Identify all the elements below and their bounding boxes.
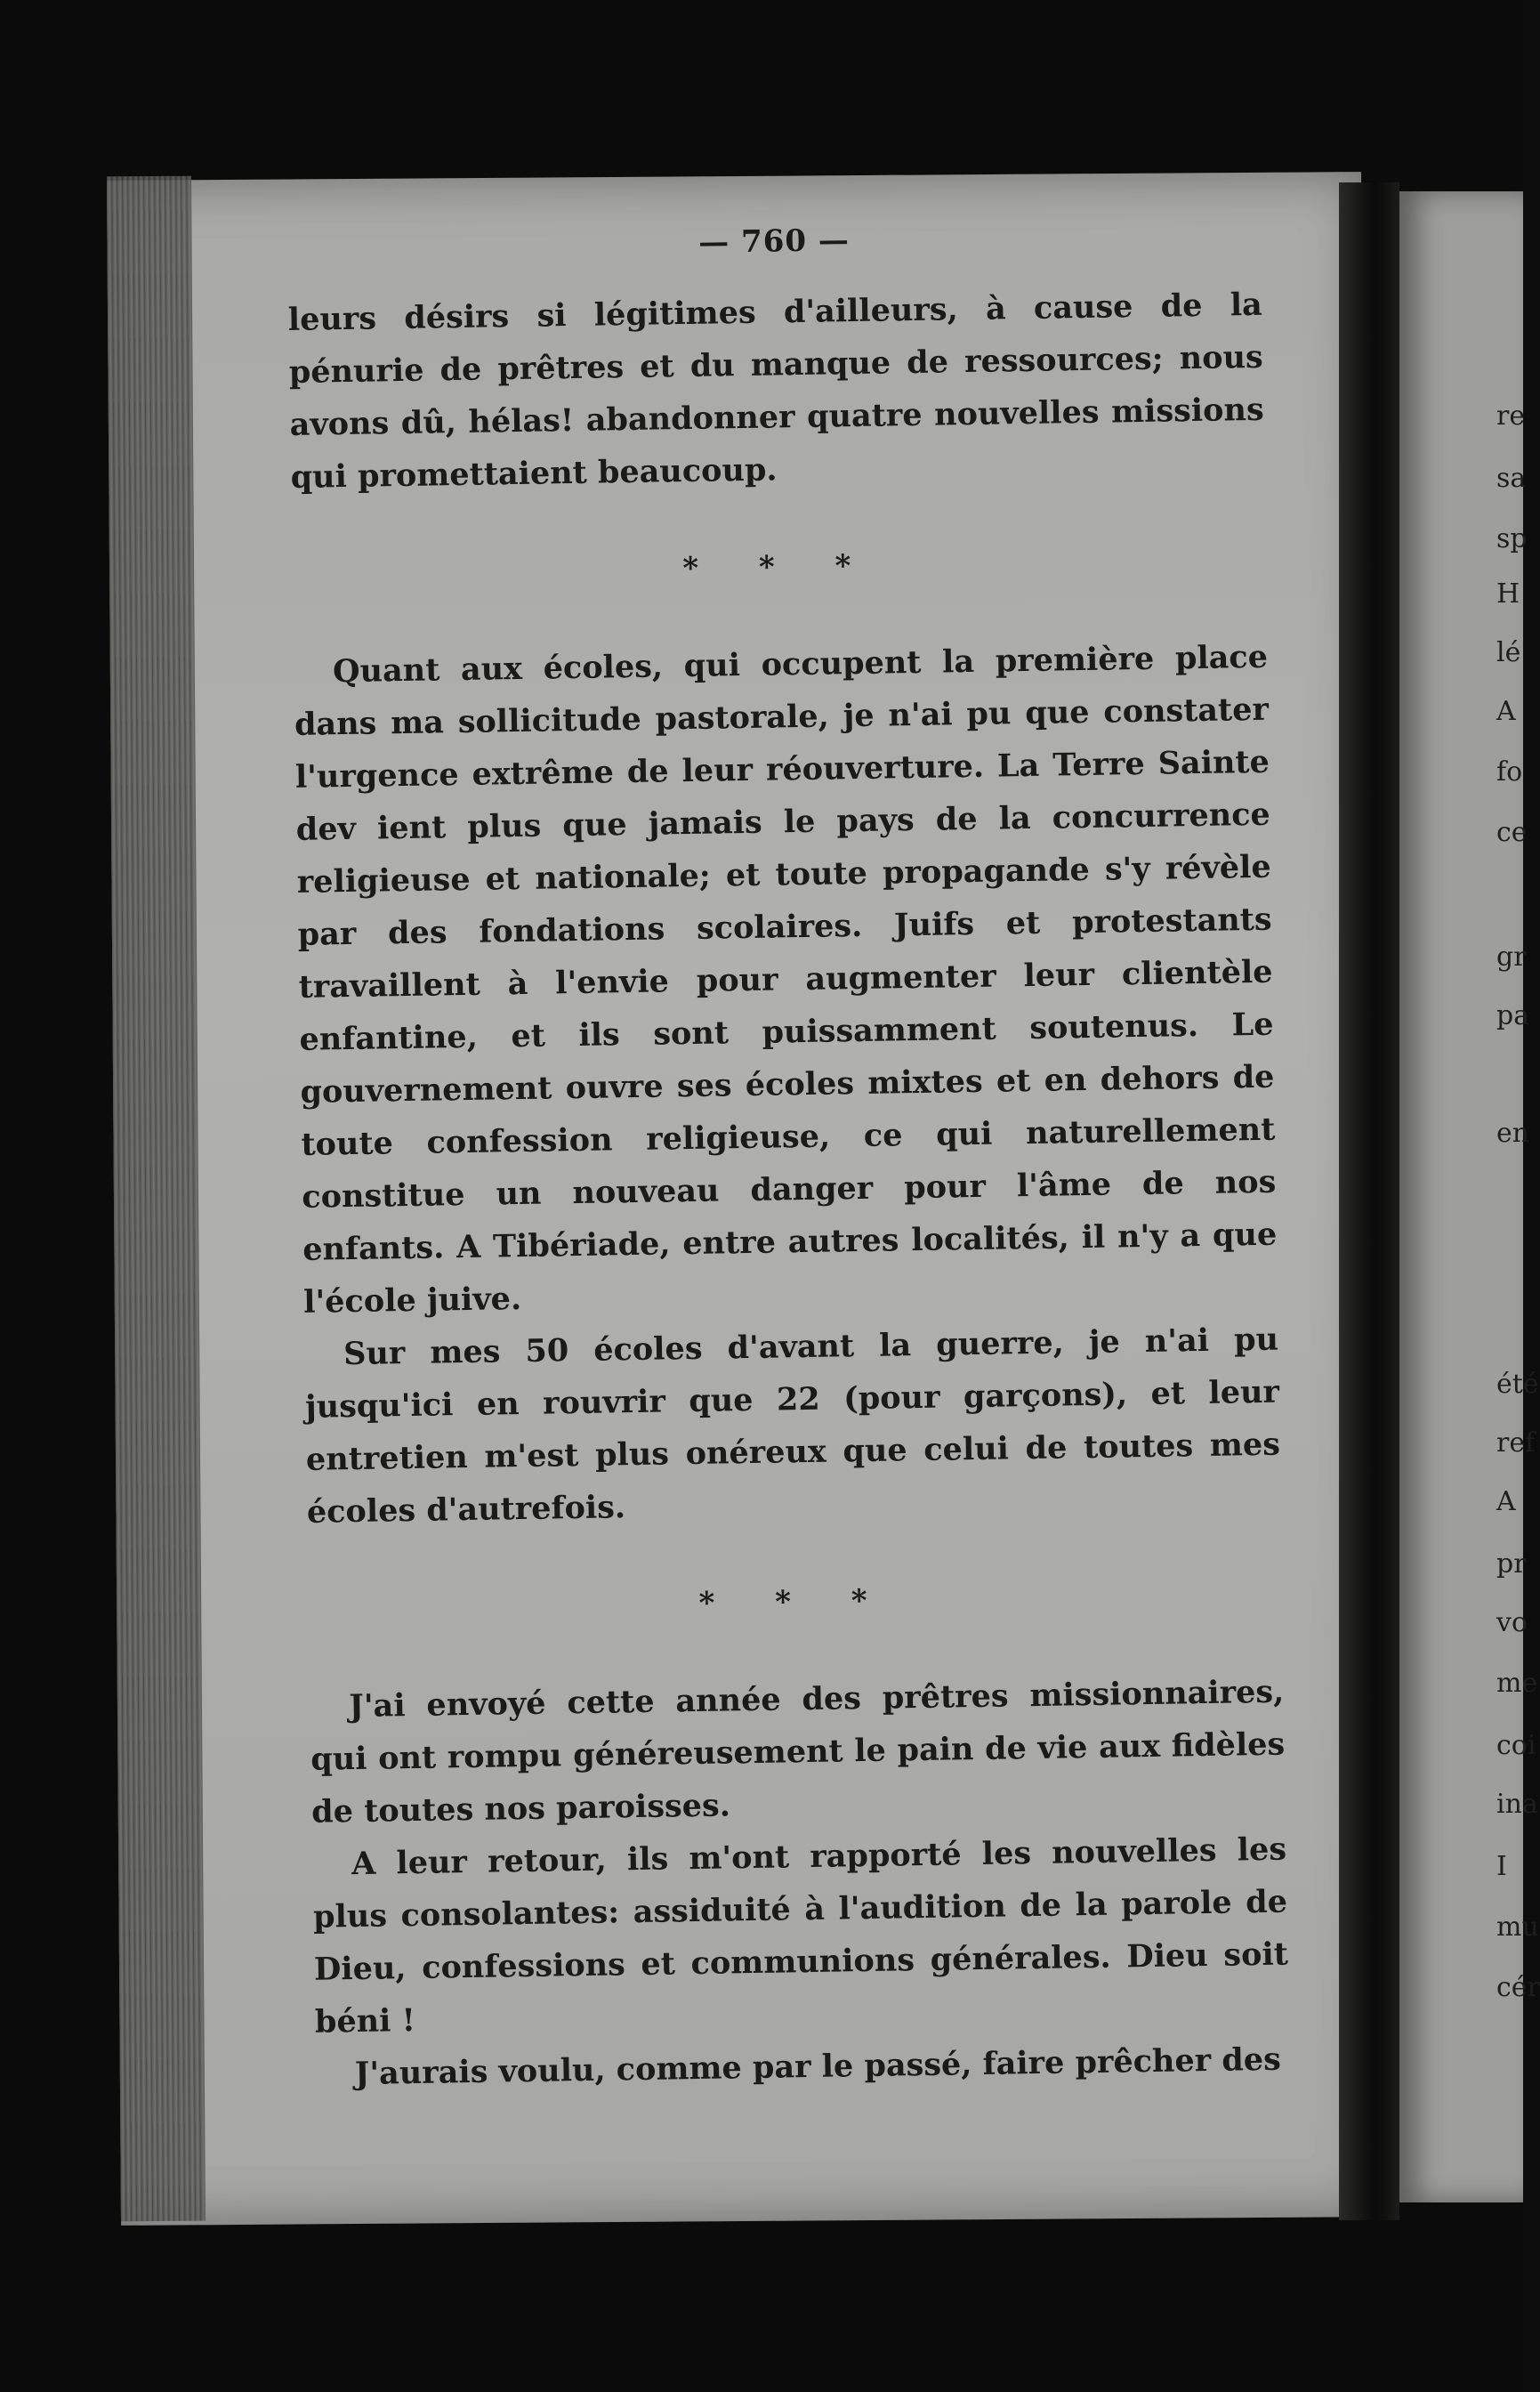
right-fragment: A bbox=[1496, 1486, 1516, 1517]
paragraph: Sur mes 50 écoles d'avant la guerre, je n'ai pu jusqu'ici en rouvrir que 22 (pour garçons), et leur entretien m'est plus onéreux que celui de toutes mes écoles d'autrefois. bbox=[304, 1321, 1281, 1531]
right-fragment: me bbox=[1496, 1668, 1538, 1699]
right-fragment: en bbox=[1496, 1118, 1530, 1149]
right-fragment: re bbox=[1496, 400, 1526, 432]
right-fragment: H bbox=[1496, 578, 1520, 610]
right-fragment: fo bbox=[1496, 756, 1523, 788]
page-edges bbox=[107, 176, 206, 2222]
right-fragment: sa bbox=[1496, 463, 1527, 494]
right-fragment: pr bbox=[1496, 1548, 1527, 1580]
section-separator: * * * bbox=[698, 1582, 892, 1621]
section-separator: * * * bbox=[681, 547, 876, 587]
paragraph: Quant aux écoles, qui occupent la première place dans ma sollicitude pastorale, je n'ai pu que constater l'urgence extrême de leur réouverture. La Terre Sainte dev ient plus que jamais le pays de la concurrence religieuse et nationale; et toute propagande s'y révèle par des fondations scolaires. Juifs et protestants travaillent à l'envie pour augmenter leur clientèle enfantine, et ils sont puissamment soutenus. Le gouvernement ouvre ses écoles mixtes et en dehors de toute confession religieuse, ce qui naturellement constitue un nouveau danger pour l'âme de nos enfants. A Tibériade, entre autres localités, il n'y a que l'école juive. bbox=[294, 638, 1278, 1321]
paragraph: A leur retour, ils m'ont rapporté les nouvelles les plus consolantes: assiduité à l'audition de la parole de Dieu, confessions et communions générales. Dieu soit béni ! bbox=[312, 1830, 1289, 2040]
right-fragment: coi bbox=[1496, 1730, 1536, 1761]
right-fragment: mu bbox=[1496, 1911, 1539, 1943]
right-fragment: ce bbox=[1496, 817, 1528, 848]
right-fragment: vo bbox=[1496, 1607, 1528, 1638]
right-fragment: sp bbox=[1496, 523, 1528, 554]
right-fragment: I bbox=[1496, 1851, 1507, 1882]
paragraph: J'aurais voulu, comme par le passé, faire prêcher des bbox=[354, 2040, 1282, 2093]
right-fragment: été bbox=[1496, 1369, 1539, 1400]
page-text bbox=[286, 198, 1290, 2101]
right-fragment: ref bbox=[1496, 1427, 1536, 1459]
right-fragment: gr bbox=[1496, 941, 1527, 973]
page-number: — 760 — bbox=[697, 222, 851, 261]
right-fragment: ina bbox=[1496, 1789, 1538, 1820]
right-fragment: cér bbox=[1496, 1972, 1540, 2003]
paragraph: J'ai envoyé cette année des prêtres missionnaires, qui ont rompu généreusement le pain de vie aux fidèles de toutes nos paroisses. bbox=[310, 1673, 1286, 1830]
right-fragment: pa bbox=[1496, 1000, 1530, 1031]
right-fragment: lé bbox=[1496, 637, 1521, 668]
book-gutter bbox=[1339, 182, 1399, 2220]
right-fragment: A bbox=[1496, 696, 1516, 727]
paragraph: leurs désirs si légitimes d'ailleurs, à cause de la pénurie de prêtres et du manque de ressources; nous avons dû, hélas! abandonner quatre nouvelles missions qui promettaient beaucoup. bbox=[287, 286, 1264, 496]
